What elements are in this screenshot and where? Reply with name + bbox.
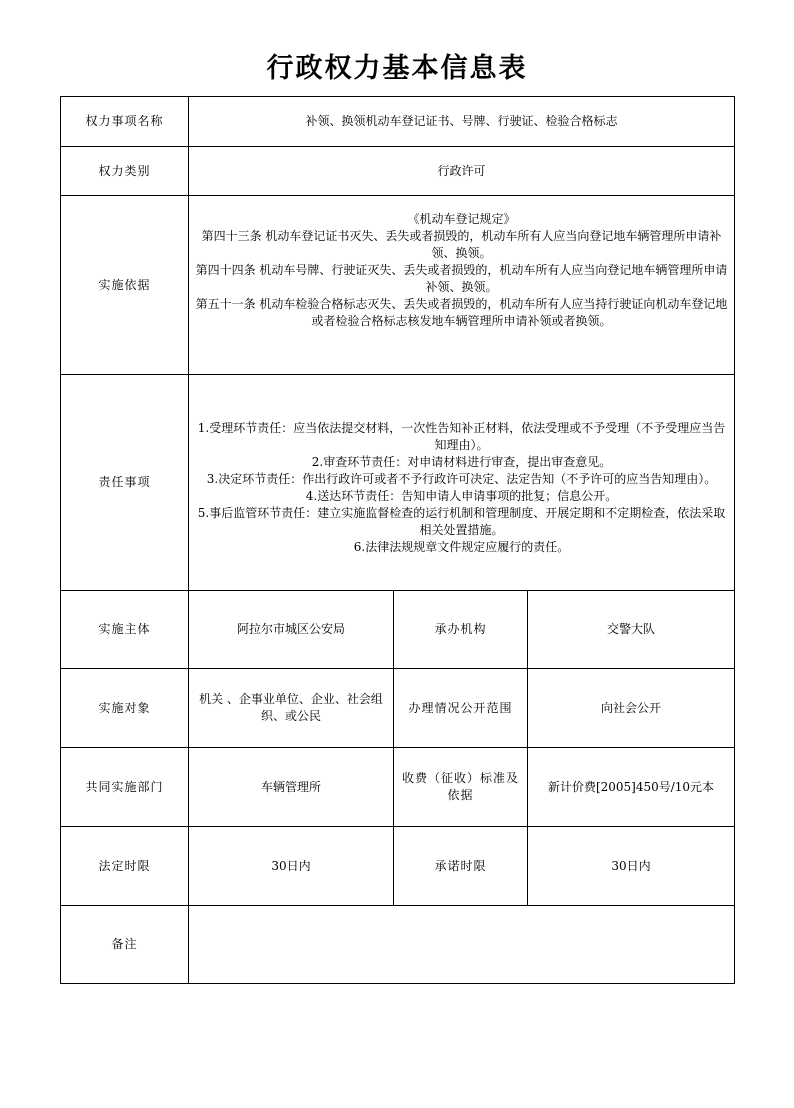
row-limit bbox=[61, 827, 735, 906]
basis-line: 《机动车登记规定》 bbox=[407, 211, 516, 226]
label-power-category: 权力类别 bbox=[61, 147, 189, 196]
value-target: 机关 、企事业单位、企业、社会组织、或公民 bbox=[189, 669, 394, 748]
label-duties: 责任事项 bbox=[61, 375, 189, 591]
label-basis: 实施依据 bbox=[61, 196, 189, 375]
row-basis bbox=[61, 196, 735, 375]
label-target: 实施对象 bbox=[61, 669, 189, 748]
label-joint-dept: 共同实施部门 bbox=[61, 748, 189, 827]
row-remark bbox=[61, 906, 735, 984]
label-remark: 备注 bbox=[61, 906, 189, 984]
duty-line: 4.送达环节责任：告知申请人申请事项的批复；信息公开。 bbox=[305, 488, 618, 503]
label-legal-limit: 法定时限 bbox=[61, 827, 189, 906]
value-handling-unit: 交警大队 bbox=[528, 591, 735, 669]
duty-line: 5.事后监管环节责任：建立实施监督检查的运行机制和管理制度、开展定期和不定期检查，依法采取相关处置措施。 bbox=[197, 505, 726, 537]
label-subject: 实施主体 bbox=[61, 591, 189, 669]
row-subject bbox=[61, 591, 735, 669]
value-joint-dept: 车辆管理所 bbox=[189, 748, 394, 827]
value-remark bbox=[189, 906, 735, 984]
label-handling-unit: 承办机构 bbox=[394, 591, 528, 669]
label-fee-standard: 收费（征收）标准及依据 bbox=[394, 748, 528, 827]
row-category bbox=[61, 147, 735, 196]
row-target bbox=[61, 669, 735, 748]
value-fee-standard: 新计价费[2005]450号/10元本 bbox=[528, 748, 735, 827]
info-table bbox=[60, 96, 735, 984]
basis-line: 第四十四条 机动车号牌、行驶证灭失、丢失或者损毁的，机动车所有人应当向登记地车辆管理所申请补领、换领。 bbox=[195, 262, 728, 294]
value-legal-limit: 30日内 bbox=[189, 827, 394, 906]
label-disclosure-scope: 办理情况公开范围 bbox=[394, 669, 528, 748]
page-title: 行政权力基本信息表 bbox=[266, 53, 528, 84]
value-disclosure-scope: 向社会公开 bbox=[528, 669, 735, 748]
value-power-category: 行政许可 bbox=[189, 147, 735, 196]
value-power-name: 补领、换领机动车登记证书、号牌、行驶证、检验合格标志 bbox=[189, 97, 735, 147]
value-promised-limit: 30日内 bbox=[528, 827, 735, 906]
duty-line: 6.法律法规规章文件规定应履行的责任。 bbox=[353, 539, 570, 554]
row-duties bbox=[61, 375, 735, 591]
value-subject: 阿拉尔市城区公安局 bbox=[189, 591, 394, 669]
basis-line: 第五十一条 机动车检验合格标志灭失、丢失或者损毁的，机动车所有人应当持行驶证向机动车登记地或者检验合格标志核发地车辆管理所申请补领或者换领。 bbox=[195, 296, 728, 328]
value-duties bbox=[189, 375, 735, 591]
duty-line: 3.决定环节责任：作出行政许可或者不予行政许可决定、法定告知（不予许可的应当告知理由）。 bbox=[206, 471, 717, 486]
row-name bbox=[61, 97, 735, 147]
value-basis bbox=[189, 196, 735, 375]
basis-line: 第四十三条 机动车登记证书灭失、丢失或者损毁的，机动车所有人应当向登记地车辆管理所申请补领、换领。 bbox=[201, 228, 722, 260]
duty-line: 2.审查环节责任：对申请材料进行审查，提出审查意见。 bbox=[311, 454, 612, 469]
row-dept bbox=[61, 748, 735, 827]
label-power-name: 权力事项名称 bbox=[61, 97, 189, 147]
duty-line: 1.受理环节责任：应当依法提交材料，一次性告知补正材料，依法受理或不予受理（不予受理应当告知理由）。 bbox=[197, 420, 726, 452]
label-promised-limit: 承诺时限 bbox=[394, 827, 528, 906]
